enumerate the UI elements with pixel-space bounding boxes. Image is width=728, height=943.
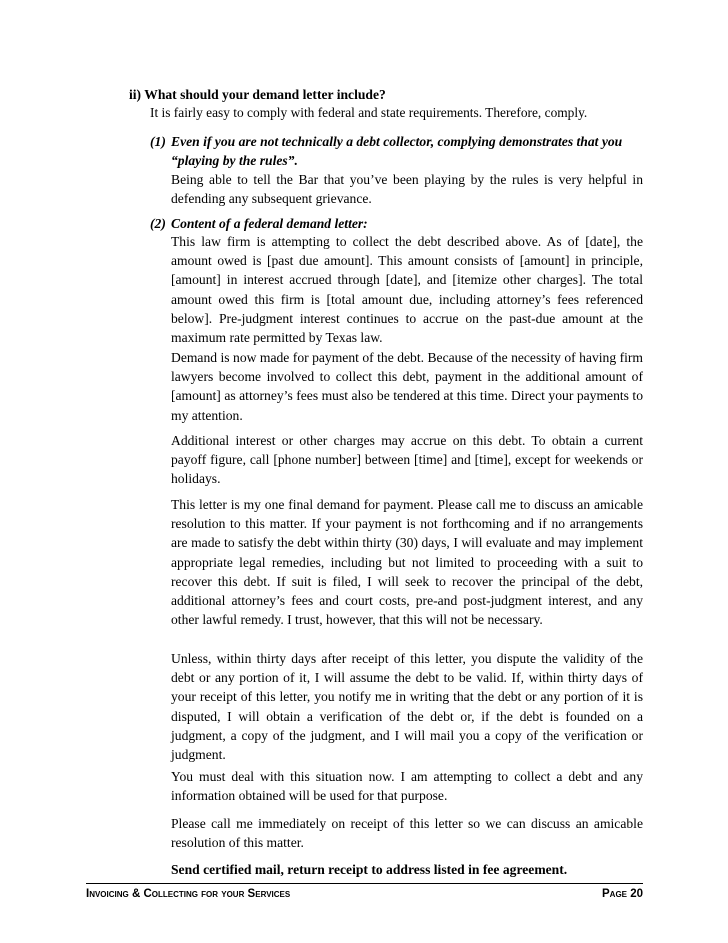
section-intro: It is fairly easy to comply with federal and state requirements. Therefore, comply. [150, 105, 588, 120]
subsection-2-title: Content of a federal demand letter: [171, 216, 368, 231]
subsection-2-heading [150, 214, 644, 233]
paragraph-interest: Additional interest or other charges may accrue on this debt. To obtain a current payoff figure, call [phone number] between [time] and [time], except for weekends or holidays. [171, 433, 643, 487]
paragraph-dispute: Unless, within thirty days after receipt of this letter, you dispute the validity of the debt or any portion of it, I will assume the debt to be valid. If, within thirty days of your receipt of this letter, you notify me in writing that the debt or any portion of it is disputed, I will obtain a verification of the debt or, if the debt is founded on a judgment, a copy of the judgment, and I will mail you a copy of the verification or judgment. [171, 651, 643, 763]
subsection-1-title: Even if you are not technically a debt collector, complying demonstrates that you “playing by the rules”. [171, 134, 623, 168]
subsection-1-number: (1) [150, 134, 166, 149]
footer-divider [86, 883, 643, 884]
footer-title: Invoicing & Collecting for your Services [86, 888, 291, 900]
paragraph-call-me: Please call me immediately on receipt of this letter so we can discuss an amicable resolution of this matter. [171, 816, 643, 851]
paragraph-final-demand: This letter is my one final demand for payment. Please call me to discuss an amicable resolution to this matter. If your payment is not forthcoming and if no arrangements are made to satisfy the debt within thirty (30) days, I will evaluate and may implement appropriate legal remedies, including but not limited to proceeding with a suit to recover this debt. If suit is filed, I will seek to recover the principal of the debt, additional attorney’s fees and court costs, pre-and post-judgment interest, and any other lawful remedy. I trust, however, that this will not be necessary. [171, 497, 643, 628]
closing-instruction: Send certified mail, return receipt to address listed in fee agreement. [171, 862, 568, 877]
section-heading: ii) What should your demand letter include? [129, 87, 386, 102]
paragraph-demand: Demand is now made for payment of the debt. Because of the necessity of having firm lawyers become involved to collect this debt, payment in the additional amount of [amount] as attorney’s fees must also be tendered at this time. Direct your payments to my attention. [171, 350, 643, 423]
paragraph-amount-owed: This law firm is attempting to collect the debt described above. As of [date], the amount owed is [past due amount]. This amount consists of [amount] in principle, [amount] in interest accrued through [date], and [itemize other charges]. The total amount owed this firm is [total amount due, including attorney’s fees referenced below]. Pre-judgment interest continues to accrue on the past-due amount at the maximum rate permitted by Texas law. [171, 234, 643, 346]
subsection-1-heading [150, 132, 644, 170]
subsection-2-number: (2) [150, 216, 166, 231]
page-number: Page 20 [602, 888, 643, 900]
subsection-1-body: Being able to tell the Bar that you’ve been playing by the rules is very helpful in defending any subsequent grievance. [171, 172, 643, 207]
paragraph-deal-now: You must deal with this situation now. I am attempting to collect a debt and any information obtained will be used for that purpose. [171, 769, 643, 804]
